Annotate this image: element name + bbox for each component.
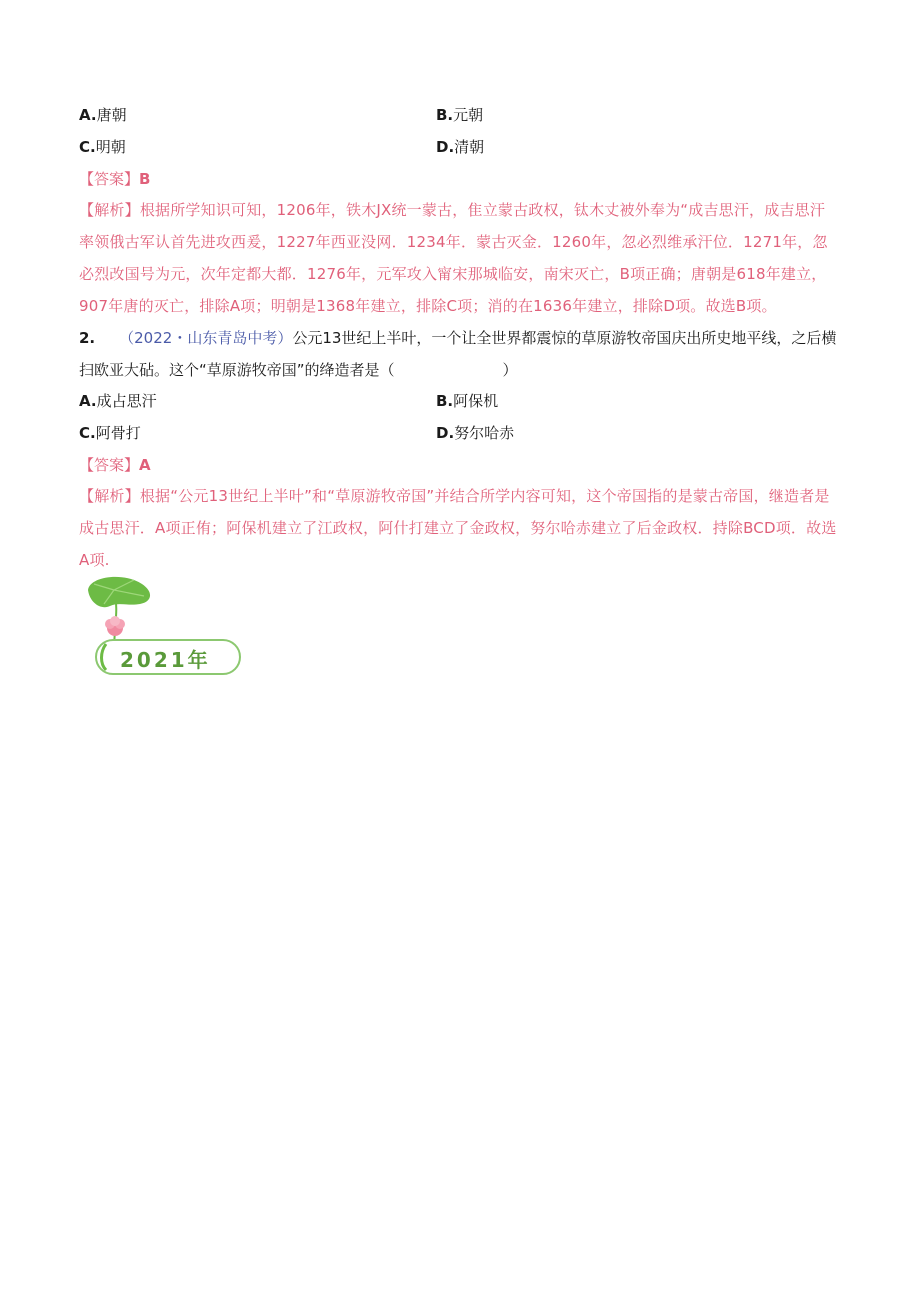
answer-value: A bbox=[139, 456, 151, 474]
q2-answer bbox=[79, 454, 151, 476]
option-text: 成占思汗 bbox=[96, 392, 157, 410]
q1-option-c[interactable] bbox=[79, 136, 126, 158]
option-text: 努尔哈赤 bbox=[454, 424, 515, 442]
option-letter: D. bbox=[436, 138, 455, 156]
analysis-label: 【解析】 bbox=[79, 201, 140, 219]
option-letter: D. bbox=[436, 424, 455, 442]
option-text: 阿骨打 bbox=[95, 424, 141, 442]
option-letter: A. bbox=[79, 106, 97, 124]
option-text: 元朝 bbox=[453, 106, 484, 124]
q2-analysis bbox=[79, 480, 839, 576]
question-text-end: ） bbox=[502, 361, 518, 379]
q1-option-d[interactable] bbox=[436, 136, 484, 158]
q1-option-a[interactable] bbox=[79, 104, 127, 126]
option-letter: C. bbox=[79, 138, 96, 156]
q2-stem bbox=[79, 322, 839, 386]
option-letter: B. bbox=[436, 392, 454, 410]
analysis-text: 根据“公元13世纪上半叶”和“草原游牧帝国”并结合所学内容可知，这个帝国指的是蒙古帝国，继造者是成古思汗．A项正侑；阿保机建立了江政权，阿什打建立了金政权，努尔哈赤建立了后金政权．持除BCD项．故选A项. bbox=[79, 487, 837, 569]
option-text: 明朝 bbox=[95, 138, 126, 156]
q2-option-c[interactable] bbox=[79, 422, 141, 444]
year-badge-text: 2021年 bbox=[120, 648, 211, 672]
q2-option-a[interactable] bbox=[79, 390, 157, 412]
analysis-text: 根据所学知识可知，1206年，铁木JX统一蒙古，隹立蒙古政权，钛木丈被外奉为“成吉思汗，成吉思汗率领俄古军认首先进攻西爰，1227年西亚没网．1234年．蒙古灭金．1260年，忽必烈维承汗位．1271年，忽必烈改国号为元，次年定都大都．1276年，元军攻入甯宋那城临安，南宋灭亡，B项正确；唐朝是618年建立，907年唐的灭亡，排除A项；明朝是1368年建立，排除C项；消的在1636年建立，排除D项。故选B项。 bbox=[79, 201, 828, 315]
answer-value: B bbox=[139, 170, 151, 188]
option-letter: B. bbox=[436, 106, 454, 124]
year-badge bbox=[84, 572, 244, 678]
answer-label: 【答案】 bbox=[79, 456, 140, 474]
option-letter: A. bbox=[79, 392, 97, 410]
option-letter: C. bbox=[79, 424, 96, 442]
question-text: 公元13世纪上半叶，一个让全世界都震惊的草原游牧帝国庆出所史地平线，之后横扫欧亚大砧。这个“草原游牧帝国”的绛造者是（ bbox=[79, 329, 837, 379]
q1-option-b[interactable] bbox=[436, 104, 483, 126]
option-text: 阿保机 bbox=[453, 392, 499, 410]
question-source: （2022・山东青岛中考） bbox=[119, 329, 293, 347]
option-text: 唐朝 bbox=[96, 106, 127, 124]
q1-answer bbox=[79, 168, 150, 190]
option-text: 清朝 bbox=[454, 138, 485, 156]
answer-label: 【答案】 bbox=[79, 170, 140, 188]
analysis-label: 【解析】 bbox=[79, 487, 140, 505]
q2-option-b[interactable] bbox=[436, 390, 498, 412]
q1-analysis bbox=[79, 194, 839, 322]
q2-option-d[interactable] bbox=[436, 422, 514, 444]
question-number: 2. bbox=[79, 329, 96, 347]
